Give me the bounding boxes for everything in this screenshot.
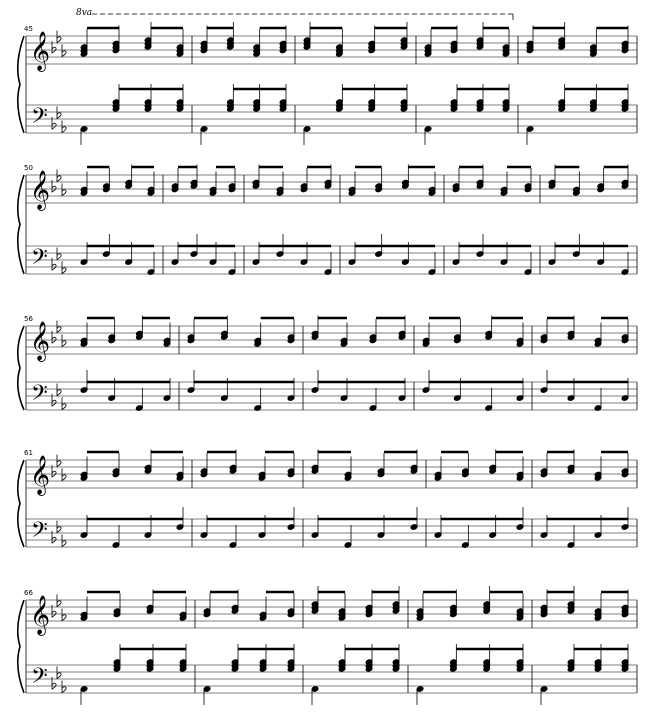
flat-sign [62, 609, 66, 621]
treble-clef-icon: 𝄞 [30, 595, 51, 635]
grand-staff-brace [18, 600, 24, 693]
grand-staff-brace [18, 36, 24, 133]
flat-sign [57, 455, 61, 467]
measure-number: 66 [24, 589, 33, 597]
flat-sign [62, 335, 66, 347]
bass-clef-icon: 𝄢 [31, 245, 48, 275]
bass-clef-icon: 𝄢 [31, 518, 48, 548]
bass-clef-icon: 𝄢 [31, 664, 48, 694]
bass-clef-icon: 𝄢 [31, 104, 48, 134]
measure-number: 50 [24, 164, 33, 172]
grand-staff-brace [18, 175, 24, 274]
flat-sign [57, 595, 61, 607]
bass-clef-icon: 𝄢 [31, 381, 48, 411]
flat-sign [62, 184, 66, 196]
flat-sign [57, 107, 61, 119]
treble-clef-icon: 𝄞 [30, 321, 51, 361]
system-4 [18, 449, 637, 548]
grand-staff-brace [18, 460, 24, 547]
treble-clef-icon: 𝄞 [30, 31, 51, 71]
grand-staff-brace [18, 326, 24, 410]
flat-sign [62, 45, 66, 57]
flat-sign [57, 521, 61, 533]
flat-sign [62, 681, 66, 693]
flat-sign [62, 121, 66, 133]
ottava-mark: 8va [76, 8, 93, 18]
flat-sign [62, 535, 66, 547]
flat-sign [57, 321, 61, 333]
treble-clef-icon: 𝄞 [30, 170, 51, 210]
flat-sign [57, 248, 61, 260]
flat-sign [62, 398, 66, 410]
flat-sign [57, 31, 61, 43]
system-5 [18, 586, 637, 705]
system-1 [18, 22, 637, 145]
flat-sign [57, 170, 61, 182]
treble-clef-icon: 𝄞 [30, 455, 51, 495]
measure-number: 61 [24, 449, 33, 457]
flat-sign [57, 667, 61, 679]
systems-group [18, 22, 637, 705]
flat-sign [57, 384, 61, 396]
flat-sign [62, 262, 66, 274]
measure-number: 45 [24, 25, 33, 33]
measure-number: 56 [24, 315, 33, 323]
system-3 [18, 315, 637, 411]
system-2 [18, 164, 637, 275]
flat-sign [62, 469, 66, 481]
